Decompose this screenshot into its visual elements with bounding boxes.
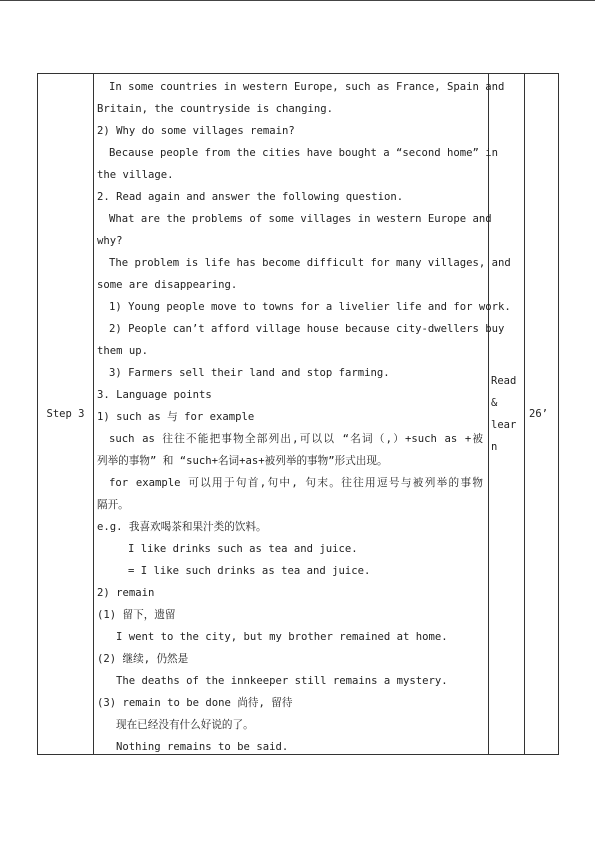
content-line: In some countries in western Europe, such as France, Spain and [109,81,505,93]
time-label: 26’ [529,408,548,420]
content-line: the village. [97,169,174,181]
method-line: & [491,397,498,409]
lesson-plan-table [37,73,559,755]
page-top-rule [0,0,595,1]
method-line: lear [491,419,517,431]
content-line: (1) 留下，遗留 [97,609,176,621]
step-label: Step 3 [46,408,85,420]
content-line: Because people from the cities have bought a “second home” in [109,147,499,159]
content-line: for example 可以用于句首,句中, 句末。往往用逗号与被列举的事物 [109,477,483,489]
method-line: n [491,441,498,453]
content-line: 3. Language points [97,389,212,401]
content-line: some are disappearing. [97,279,238,291]
content-line: The deaths of the innkeeper still remains a mystery. [116,675,448,687]
content-line: 2) People can’t afford village house because city-dwellers buy [109,323,505,335]
content-line: them up. [97,345,149,357]
content-line: such as 往往不能把事物全部列出,可以以 “名词（,）+such as +被 [109,433,483,445]
content-line: I like drinks such as tea and juice. [128,543,358,555]
content-line: 2. Read again and answer the following question. [97,191,404,203]
content-line: 1) Young people move to towns for a livelier life and for work. [109,301,511,313]
content-line: 隔开。 [97,499,129,511]
table-row [38,74,559,755]
method-line: Read [491,375,517,387]
content-line: What are the problems of some villages in western Europe and [109,213,492,225]
method-lines [489,370,524,458]
content-line: (3) remain to be done 尚待, 留待 [97,697,293,709]
content-line: 现在已经没有什么好说的了。 [116,719,254,731]
method-cell [489,74,525,755]
content-line: why? [97,235,123,247]
content-line: 3) Farmers sell their land and stop farming. [109,367,390,379]
content-line: e.g. 我喜欢喝茶和果汁类的饮料。 [97,521,267,533]
content-line: 1) such as 与 for example [97,411,255,423]
step-cell [38,74,94,755]
time-cell [525,74,559,755]
content-line: 2) remain [97,587,155,599]
content-line: Nothing remains to be said. [116,741,289,753]
content-line: The problem is life has become difficult for many villages, and [109,257,511,269]
content-line: 2) Why do some villages remain? [97,125,295,137]
content-line: = I like such drinks as tea and juice. [128,565,371,577]
content-line: I went to the city, but my brother remained at home. [116,631,448,643]
content-line: (2) 继续, 仍然是 [97,653,189,665]
content-line: Britain, the countryside is changing. [97,103,333,115]
content-line: 列举的事物” 和 “such+名词+as+被列举的事物”形式出现。 [97,455,388,467]
